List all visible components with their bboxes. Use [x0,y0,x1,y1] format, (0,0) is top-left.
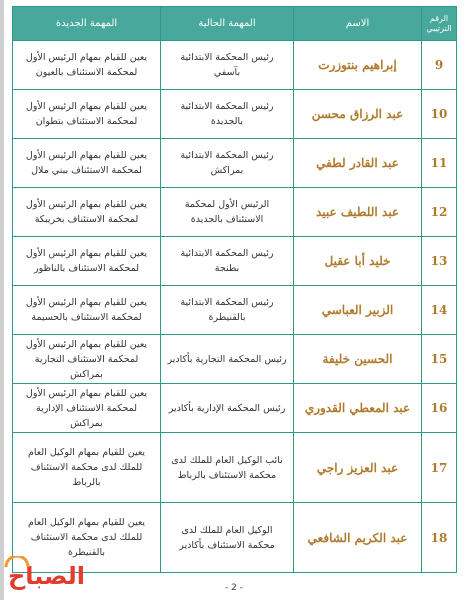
row-new: يعين للقيام بمهام الرئيس الأول لمحكمة الاستئناف التجارية بمراكش [13,335,161,384]
sun-icon [4,556,30,568]
header-num: الرقم الترتيبي [422,7,457,41]
row-current: الوكيل العام للملك لدى محكمة الاستئناف بأكادير [161,503,294,573]
table-row [13,90,457,139]
table-row [13,384,457,433]
row-num: 15 [422,335,457,384]
row-num: 16 [422,384,457,433]
table-row [13,286,457,335]
row-current: رئيس المحكمة الابتدائية بالقنيطرة [161,286,294,335]
row-name: عبد الكريم الشافعي [294,503,422,573]
row-new: يعين للقيام بمهام الرئيس الأول لمحكمة الاستئناف بالحسيمة [13,286,161,335]
table-row [13,335,457,384]
page-number: - 2 - [225,583,243,593]
appointments-table [12,6,457,573]
row-num: 12 [422,188,457,237]
row-current: الرئيس الأول لمحكمة الاستئناف بالجديدة [161,188,294,237]
row-num: 10 [422,90,457,139]
page-edge [0,0,4,600]
table-header-row [13,7,457,41]
row-current: رئيس المحكمة الابتدائية بمراكش [161,139,294,188]
table-row [13,433,457,503]
row-current: رئيس المحكمة التجارية بأكادير [161,335,294,384]
row-new: يعين للقيام بمهام الوكيل العام للملك لدى محكمة الاستئناف بالقنيطرة [13,503,161,573]
table-row [13,237,457,286]
row-num: 11 [422,139,457,188]
row-num: 13 [422,237,457,286]
header-current: المهمة الحالية [161,7,294,41]
row-name: عبد الرزاق محسن [294,90,422,139]
row-current: رئيس المحكمة الابتدائية بطنجة [161,237,294,286]
row-new: يعين للقيام بمهام الرئيس الأول لمحكمة الاستئناف ببني ملال [13,139,161,188]
row-current: رئيس المحكمة الإدارية بأكادير [161,384,294,433]
row-new: يعين للقيام بمهام الوكيل العام للملك لدى محكمة الاستئناف بالرباط [13,433,161,503]
row-name: عبد اللطيف عبيد [294,188,422,237]
row-name: عبد القادر لطفي [294,139,422,188]
row-new: يعين للقيام بمهام الرئيس الأول لمحكمة الاستئناف بالعيون [13,41,161,90]
appointments-table-container [12,6,456,573]
row-num: 17 [422,433,457,503]
row-new: يعين للقيام بمهام الرئيس الأول لمحكمة الاستئناف الإدارية بمراكش [13,384,161,433]
row-new: يعين للقيام بمهام الرئيس الأول لمحكمة الاستئناف بخريبكة [13,188,161,237]
row-name: الحسين خليفة [294,335,422,384]
row-name: إبراهيم بنتوزرت [294,41,422,90]
header-name: الاسم [294,7,422,41]
table-row [13,188,457,237]
row-new: يعين للقيام بمهام الرئيس الأول لمحكمة الاستئناف بالناظور [13,237,161,286]
table-row [13,139,457,188]
row-current: نائب الوكيل العام للملك لدى محكمة الاستئناف بالرباط [161,433,294,503]
row-name: عبد المعطي القدوري [294,384,422,433]
row-current: رئيس المحكمة الابتدائية بالجديدة [161,90,294,139]
logo-text: الصباح [8,562,85,590]
row-name: خليد أبا عقيل [294,237,422,286]
row-num: 18 [422,503,457,573]
row-name: عبد العزيز راجي [294,433,422,503]
row-current: رئيس المحكمة الابتدائية بآسفي [161,41,294,90]
table-row [13,41,457,90]
header-new: المهمة الجديدة [13,7,161,41]
row-num: 14 [422,286,457,335]
row-new: يعين للقيام بمهام الرئيس الأول لمحكمة الاستئناف بتطوان [13,90,161,139]
row-num: 9 [422,41,457,90]
row-name: الزبير العباسي [294,286,422,335]
